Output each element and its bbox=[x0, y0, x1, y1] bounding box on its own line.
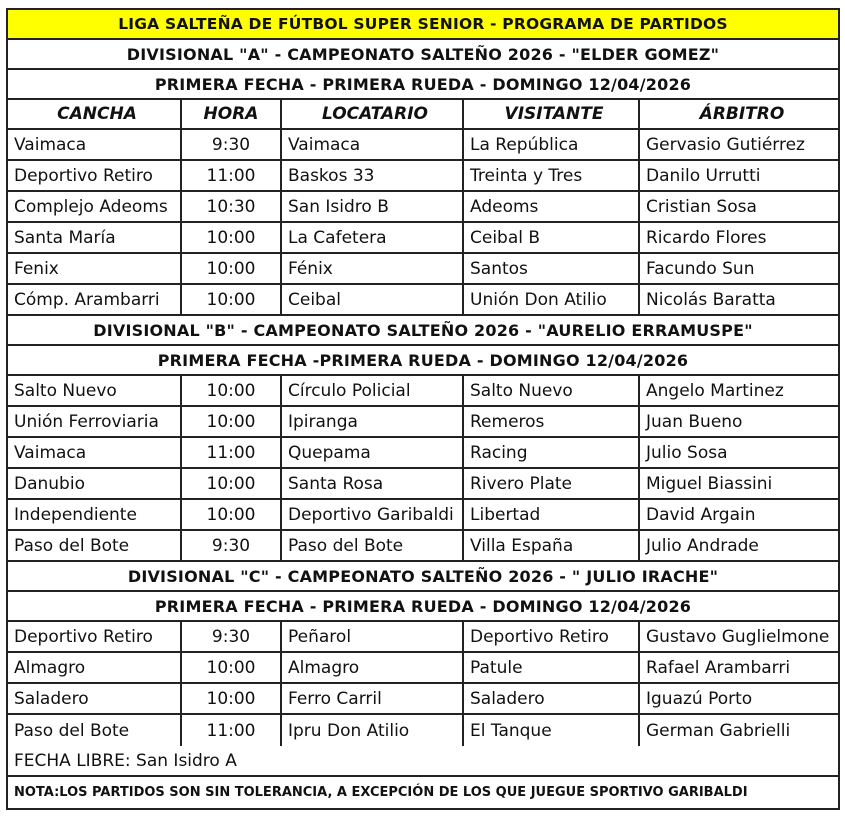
match-cancha: Almagro bbox=[8, 653, 182, 682]
league-title: LIGA SALTEÑA DE FÚTBOL SUPER SENIOR - PROGRAMA DE PARTIDOS bbox=[8, 10, 838, 40]
match-arbitro: Angelo Martinez bbox=[646, 380, 784, 401]
match-cancha: Independiente bbox=[8, 500, 182, 529]
match-visitante: Racing bbox=[464, 438, 640, 467]
match-visitante: Deportivo Retiro bbox=[464, 622, 640, 651]
match-locatario: La Cafetera bbox=[282, 223, 464, 252]
match-arbitro: Julio Sosa bbox=[646, 442, 728, 463]
match-locatario: Ipiranga bbox=[282, 407, 464, 436]
match-row bbox=[8, 653, 838, 684]
column-header-cancha: CANCHA bbox=[8, 100, 182, 128]
match-row bbox=[8, 622, 838, 653]
match-visitante: La República bbox=[464, 130, 640, 159]
match-locatario: Baskos 33 bbox=[282, 161, 464, 190]
match-hora: 10:00 bbox=[182, 254, 282, 283]
column-header-locatario: LOCATARIO bbox=[282, 100, 464, 128]
column-header-visitante: VISITANTE bbox=[464, 100, 640, 128]
match-hora: 11:00 bbox=[182, 438, 282, 467]
column-header-hora: HORA bbox=[182, 100, 282, 128]
match-row bbox=[8, 407, 838, 438]
division-heading: DIVISIONAL "B" - CAMPEONATO SALTEÑO 2026 - "AURELIO ERRAMUSPE" bbox=[8, 316, 838, 346]
match-visitante: Remeros bbox=[464, 407, 640, 436]
match-hora: 9:30 bbox=[182, 531, 282, 560]
match-visitante: Libertad bbox=[464, 500, 640, 529]
matchday-heading: PRIMERA FECHA - PRIMERA RUEDA - DOMINGO 12/04/2026 bbox=[8, 592, 838, 622]
match-locatario: Peñarol bbox=[282, 622, 464, 651]
match-row bbox=[8, 192, 838, 223]
match-visitante: Adeoms bbox=[464, 192, 640, 221]
match-row bbox=[8, 376, 838, 407]
match-cancha: Vaimaca bbox=[8, 130, 182, 159]
match-hora: 10:00 bbox=[182, 223, 282, 252]
match-row bbox=[8, 285, 838, 316]
match-arbitro: David Argain bbox=[646, 504, 756, 525]
match-arbitro: Rafael Arambarri bbox=[646, 657, 791, 678]
match-hora: 10:00 bbox=[182, 653, 282, 682]
match-hora: 10:00 bbox=[182, 684, 282, 713]
match-row bbox=[8, 715, 838, 746]
match-cancha: Paso del Bote bbox=[8, 531, 182, 560]
match-cancha: Unión Ferroviaria bbox=[8, 407, 182, 436]
matchday-heading: PRIMERA FECHA - PRIMERA RUEDA - DOMINGO 12/04/2026 bbox=[8, 70, 838, 100]
match-hora: 10:00 bbox=[182, 469, 282, 498]
division-heading: DIVISIONAL "C" - CAMPEONATO SALTEÑO 2026 - " JULIO IRACHE" bbox=[8, 562, 838, 592]
match-cancha: Danubio bbox=[8, 469, 182, 498]
match-locatario: Ipru Don Atilio bbox=[282, 715, 464, 746]
match-visitante: Unión Don Atilio bbox=[464, 285, 640, 314]
match-visitante: Ceibal B bbox=[464, 223, 640, 252]
match-visitante: Saladero bbox=[464, 684, 640, 713]
match-arbitro: Miguel Biassini bbox=[646, 473, 773, 494]
match-cancha: Saladero bbox=[8, 684, 182, 713]
match-visitante: El Tanque bbox=[464, 715, 640, 746]
match-hora: 10:00 bbox=[182, 500, 282, 529]
match-hora: 9:30 bbox=[182, 622, 282, 651]
match-cancha: Deportivo Retiro bbox=[8, 622, 182, 651]
match-row bbox=[8, 684, 838, 715]
match-locatario: Vaimaca bbox=[282, 130, 464, 159]
match-arbitro: Cristian Sosa bbox=[646, 196, 757, 217]
match-locatario: Deportivo Garibaldi bbox=[282, 500, 464, 529]
match-hora: 11:00 bbox=[182, 715, 282, 746]
match-cancha: Paso del Bote bbox=[8, 715, 182, 746]
match-locatario: San Isidro B bbox=[282, 192, 464, 221]
match-cancha: Cómp. Arambarri bbox=[8, 285, 182, 314]
divisions-container bbox=[8, 40, 838, 746]
match-row bbox=[8, 223, 838, 254]
match-cancha: Fenix bbox=[8, 254, 182, 283]
match-arbitro: Danilo Urrutti bbox=[646, 165, 761, 186]
match-row bbox=[8, 254, 838, 285]
match-cancha: Vaimaca bbox=[8, 438, 182, 467]
match-arbitro: Juan Bueno bbox=[646, 411, 743, 432]
match-row bbox=[8, 469, 838, 500]
match-visitante: Santos bbox=[464, 254, 640, 283]
match-cancha: Deportivo Retiro bbox=[8, 161, 182, 190]
match-locatario: Quepama bbox=[282, 438, 464, 467]
match-row bbox=[8, 531, 838, 562]
match-row bbox=[8, 161, 838, 192]
match-arbitro: Gervasio Gutiérrez bbox=[646, 134, 805, 155]
match-hora: 10:00 bbox=[182, 376, 282, 405]
match-row bbox=[8, 500, 838, 531]
tolerance-note: NOTA:LOS PARTIDOS SON SIN TOLERANCIA, A EXCEPCIÓN DE LOS QUE JUEGUE SPORTIVO GARIBALDI bbox=[14, 785, 748, 800]
match-locatario: Círculo Policial bbox=[282, 376, 464, 405]
match-hora: 10:00 bbox=[182, 407, 282, 436]
match-arbitro: German Gabrielli bbox=[646, 720, 791, 741]
match-locatario: Ferro Carril bbox=[282, 684, 464, 713]
match-arbitro: Gustavo Guglielmone bbox=[646, 626, 830, 647]
match-cancha: Santa María bbox=[8, 223, 182, 252]
match-visitante: Salto Nuevo bbox=[464, 376, 640, 405]
fecha-libre-note: FECHA LIBRE: San Isidro A bbox=[8, 746, 838, 777]
match-arbitro: Julio Andrade bbox=[646, 535, 759, 556]
match-row bbox=[8, 438, 838, 469]
match-hora: 10:00 bbox=[182, 285, 282, 314]
match-hora: 10:30 bbox=[182, 192, 282, 221]
match-visitante: Patule bbox=[464, 653, 640, 682]
match-locatario: Almagro bbox=[282, 653, 464, 682]
match-visitante: Rivero Plate bbox=[464, 469, 640, 498]
match-locatario: Ceibal bbox=[282, 285, 464, 314]
match-locatario: Fénix bbox=[282, 254, 464, 283]
match-locatario: Santa Rosa bbox=[282, 469, 464, 498]
matchday-heading: PRIMERA FECHA -PRIMERA RUEDA - DOMINGO 12/04/2026 bbox=[8, 346, 838, 376]
match-hora: 9:30 bbox=[182, 130, 282, 159]
column-header-row bbox=[8, 100, 838, 130]
match-hora: 11:00 bbox=[182, 161, 282, 190]
match-visitante: Villa España bbox=[464, 531, 640, 560]
match-locatario: Paso del Bote bbox=[282, 531, 464, 560]
match-cancha: Complejo Adeoms bbox=[8, 192, 182, 221]
match-arbitro: Facundo Sun bbox=[646, 258, 755, 279]
column-header-arbitro: ÁRBITRO bbox=[699, 104, 785, 124]
match-arbitro: Iguazú Porto bbox=[646, 688, 753, 709]
division-heading: DIVISIONAL "A" - CAMPEONATO SALTEÑO 2026 - "ELDER GOMEZ" bbox=[8, 40, 838, 70]
match-row bbox=[8, 130, 838, 161]
match-arbitro: Nicolás Baratta bbox=[646, 289, 776, 310]
match-visitante: Treinta y Tres bbox=[464, 161, 640, 190]
match-cancha: Salto Nuevo bbox=[8, 376, 182, 405]
match-arbitro: Ricardo Flores bbox=[646, 227, 767, 248]
match-schedule-table bbox=[6, 8, 840, 810]
